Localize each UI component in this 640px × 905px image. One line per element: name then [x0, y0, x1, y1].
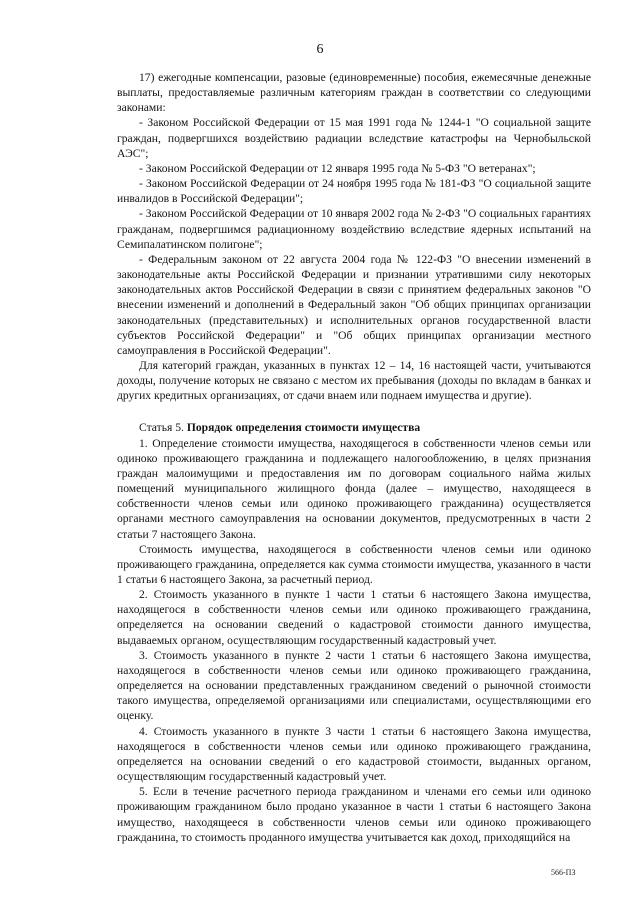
article-paragraph-4: 4. Стоимость указанного в пункте 3 части 1 статьи 6 настоящего Закона имущества, находящегося в собственности членов семьи или одиноко проживающего гражданина, определяется на основании сведений о его кадастровой стоимости, выданных органом, осуществляющим государственный кадастровый учет.: [117, 724, 591, 784]
article-paragraph-3: 3. Стоимость указанного в пункте 2 части 1 статьи 6 настоящего Закона имущества, находящегося в собственности членов семьи или одиноко проживающего гражданина, определяется на основании представленных гражданином сведений о рыночной стоимости такого имущества, определяемой организациями или специалистами, осуществляющими его оценку.: [117, 648, 591, 723]
paragraph-item-17: 17) ежегодные компенсации, разовые (единовременные) пособия, ежемесячные денежные выплаты, предоставляемые различным категориям граждан в соответствии со следующими законами:: [117, 71, 591, 115]
article-prefix: Статья 5.: [139, 421, 187, 435]
article-paragraph-1b: Стоимость имущества, находящегося в собственности членов семьи или одиноко проживающего гражданина, определяется как сумма стоимости имущества, указанного в части 1 статьи 6 настоящего Закона, за расчетный период.: [117, 542, 591, 586]
document-body: [117, 70, 591, 845]
footer-code: 566-ПЗ: [551, 868, 576, 877]
law-item-chernobyl: - Законом Российской Федерации от 15 мая 1991 года № 1244-1 "О социальной защите граждан, подвергшихся воздействию радиации вследствие катастрофы на Чернобыльской АЭС";: [117, 116, 591, 160]
paragraph-categories: Для категорий граждан, указанных в пунктах 12 – 14, 16 настоящей части, учитываются доходы, получение которых не связано с местом их пребывания (доходы по вкладам в банках и других кредитных организациях, от сдачи внаем или поднаем имущества и другие).: [117, 358, 591, 403]
article-title: Порядок определения стоимости имущества: [186, 421, 421, 435]
article-paragraph-1: 1. Определение стоимости имущества, находящегося в собственности членов семьи или одиноко проживающего гражданина и подлежащего налогообложению, в целях признания граждан малоимущими и предоставления им по договорам социального найма жилых помещений муниципального жилищного фонда (далее – имущество, находящееся в собственности членов семьи или одиноко проживающего гражданина) осуществляется органами местного самоуправления на основании документов, предусмотренных в части 2 статьи 7 настоящего Закона.: [117, 436, 591, 541]
law-item-disabled: - Законом Российской Федерации от 24 ноября 1995 года № 181-ФЗ "О социальной защите инвалидов в Российской Федерации";: [117, 177, 591, 206]
law-item-122fz: - Федеральным законом от 22 августа 2004 года № 122-ФЗ "О внесении изменений в законодательные акты Российской Федерации и признании утратившими силу некоторых законодательных актов Российской Федерации в связи с принятием федеральных законов "О внесении изменений и дополнений в Федеральный закон "Об общих принципах организации законодательных (представительных) и исполнительных органов государственной власти субъектов Российской Федерации" и "Об общих принципах организации местного самоуправления в Российской Федерации".: [117, 252, 591, 357]
law-item-veterans: - Законом Российской Федерации от 12 января 1995 года № 5-ФЗ "О ветеранах";: [139, 161, 536, 175]
page-number: 6: [316, 42, 324, 57]
law-item-semipalatinsk: - Законом Российской Федерации от 10 января 2002 года № 2-ФЗ "О социальных гарантиях гражданам, подвергшимся радиационному воздействию вследствие ядерных испытаний на Семипалатинском полигоне";: [117, 207, 591, 251]
article-heading: [117, 420, 591, 435]
article-paragraph-5: 5. Если в течение расчетного периода гражданином и членами его семьи или одиноко проживающим гражданином было продано указанное в части 1 статьи 6 настоящего Закона имущество, находящееся в собственности членов семьи или одиноко проживающего гражданина, то стоимость проданного имущества учитывается как доход, приходящийся на: [117, 785, 591, 844]
article-paragraph-2: 2. Стоимость указанного в пункте 1 части 1 статьи 6 настоящего Закона имущества, находящегося в собственности членов семьи или одиноко проживающего гражданина, определяется на основании сведений о кадастровой стоимости данного имущества, выдаваемых органом, осуществляющим государственный кадастровый учет.: [117, 588, 591, 647]
